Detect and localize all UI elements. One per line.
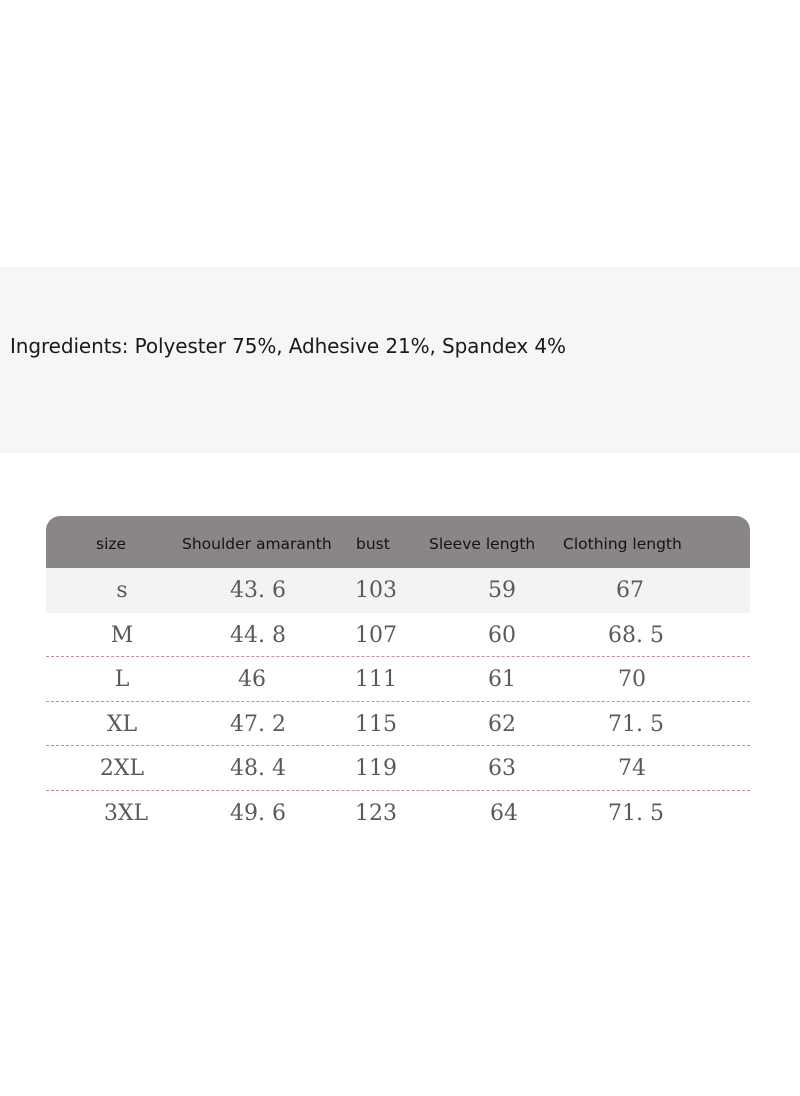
cell-bust: 115 [355, 711, 397, 737]
table-header [46, 516, 750, 568]
table-row [46, 746, 750, 791]
ingredients-text: Ingredients: Polyester 75%, Adhesive 21%, Spandex 4% [10, 334, 566, 358]
cell-sleeve-length: 64 [490, 800, 518, 826]
ingredients-band [0, 267, 800, 453]
table-row [46, 613, 750, 658]
cell-clothing-length: 71. 5 [608, 711, 664, 737]
cell-shoulder: 49. 6 [230, 800, 286, 826]
size-table [46, 516, 750, 835]
cell-size: XL [106, 711, 138, 737]
cell-clothing-length: 67 [616, 578, 644, 603]
header-shoulder: Shoulder amaranth [182, 535, 332, 553]
cell-size: L [114, 667, 130, 692]
cell-shoulder: 46 [238, 667, 266, 692]
cell-sleeve-length: 63 [488, 756, 516, 781]
table-row [46, 568, 750, 613]
cell-size: M [110, 622, 134, 648]
cell-sleeve-length: 61 [488, 667, 516, 692]
cell-size: s [116, 578, 128, 603]
cell-shoulder: 44. 8 [230, 622, 286, 648]
table-row [46, 791, 750, 836]
cell-clothing-length: 70 [618, 667, 646, 692]
cell-bust: 111 [355, 667, 397, 692]
table-row [46, 657, 750, 702]
cell-clothing-length: 74 [618, 756, 646, 781]
cell-shoulder: 48. 4 [230, 756, 286, 781]
header-size: size [96, 535, 127, 553]
cell-size: 3XL [103, 800, 149, 826]
table-row [46, 702, 750, 747]
header-sleeve-length: Sleeve length [429, 535, 536, 553]
header-clothing-length: Clothing length [563, 535, 682, 553]
cell-bust: 119 [355, 756, 397, 781]
cell-sleeve-length: 62 [488, 711, 516, 737]
cell-size: 2XL [99, 756, 145, 781]
cell-clothing-length: 68. 5 [608, 622, 664, 648]
cell-sleeve-length: 59 [488, 578, 516, 603]
cell-bust: 123 [355, 800, 397, 826]
cell-sleeve-length: 60 [488, 622, 516, 648]
header-bust: bust [356, 535, 390, 553]
cell-shoulder: 43. 6 [230, 578, 286, 603]
cell-clothing-length: 71. 5 [608, 800, 664, 826]
cell-bust: 107 [355, 622, 397, 648]
cell-shoulder: 47. 2 [230, 711, 286, 737]
cell-bust: 103 [355, 578, 397, 603]
